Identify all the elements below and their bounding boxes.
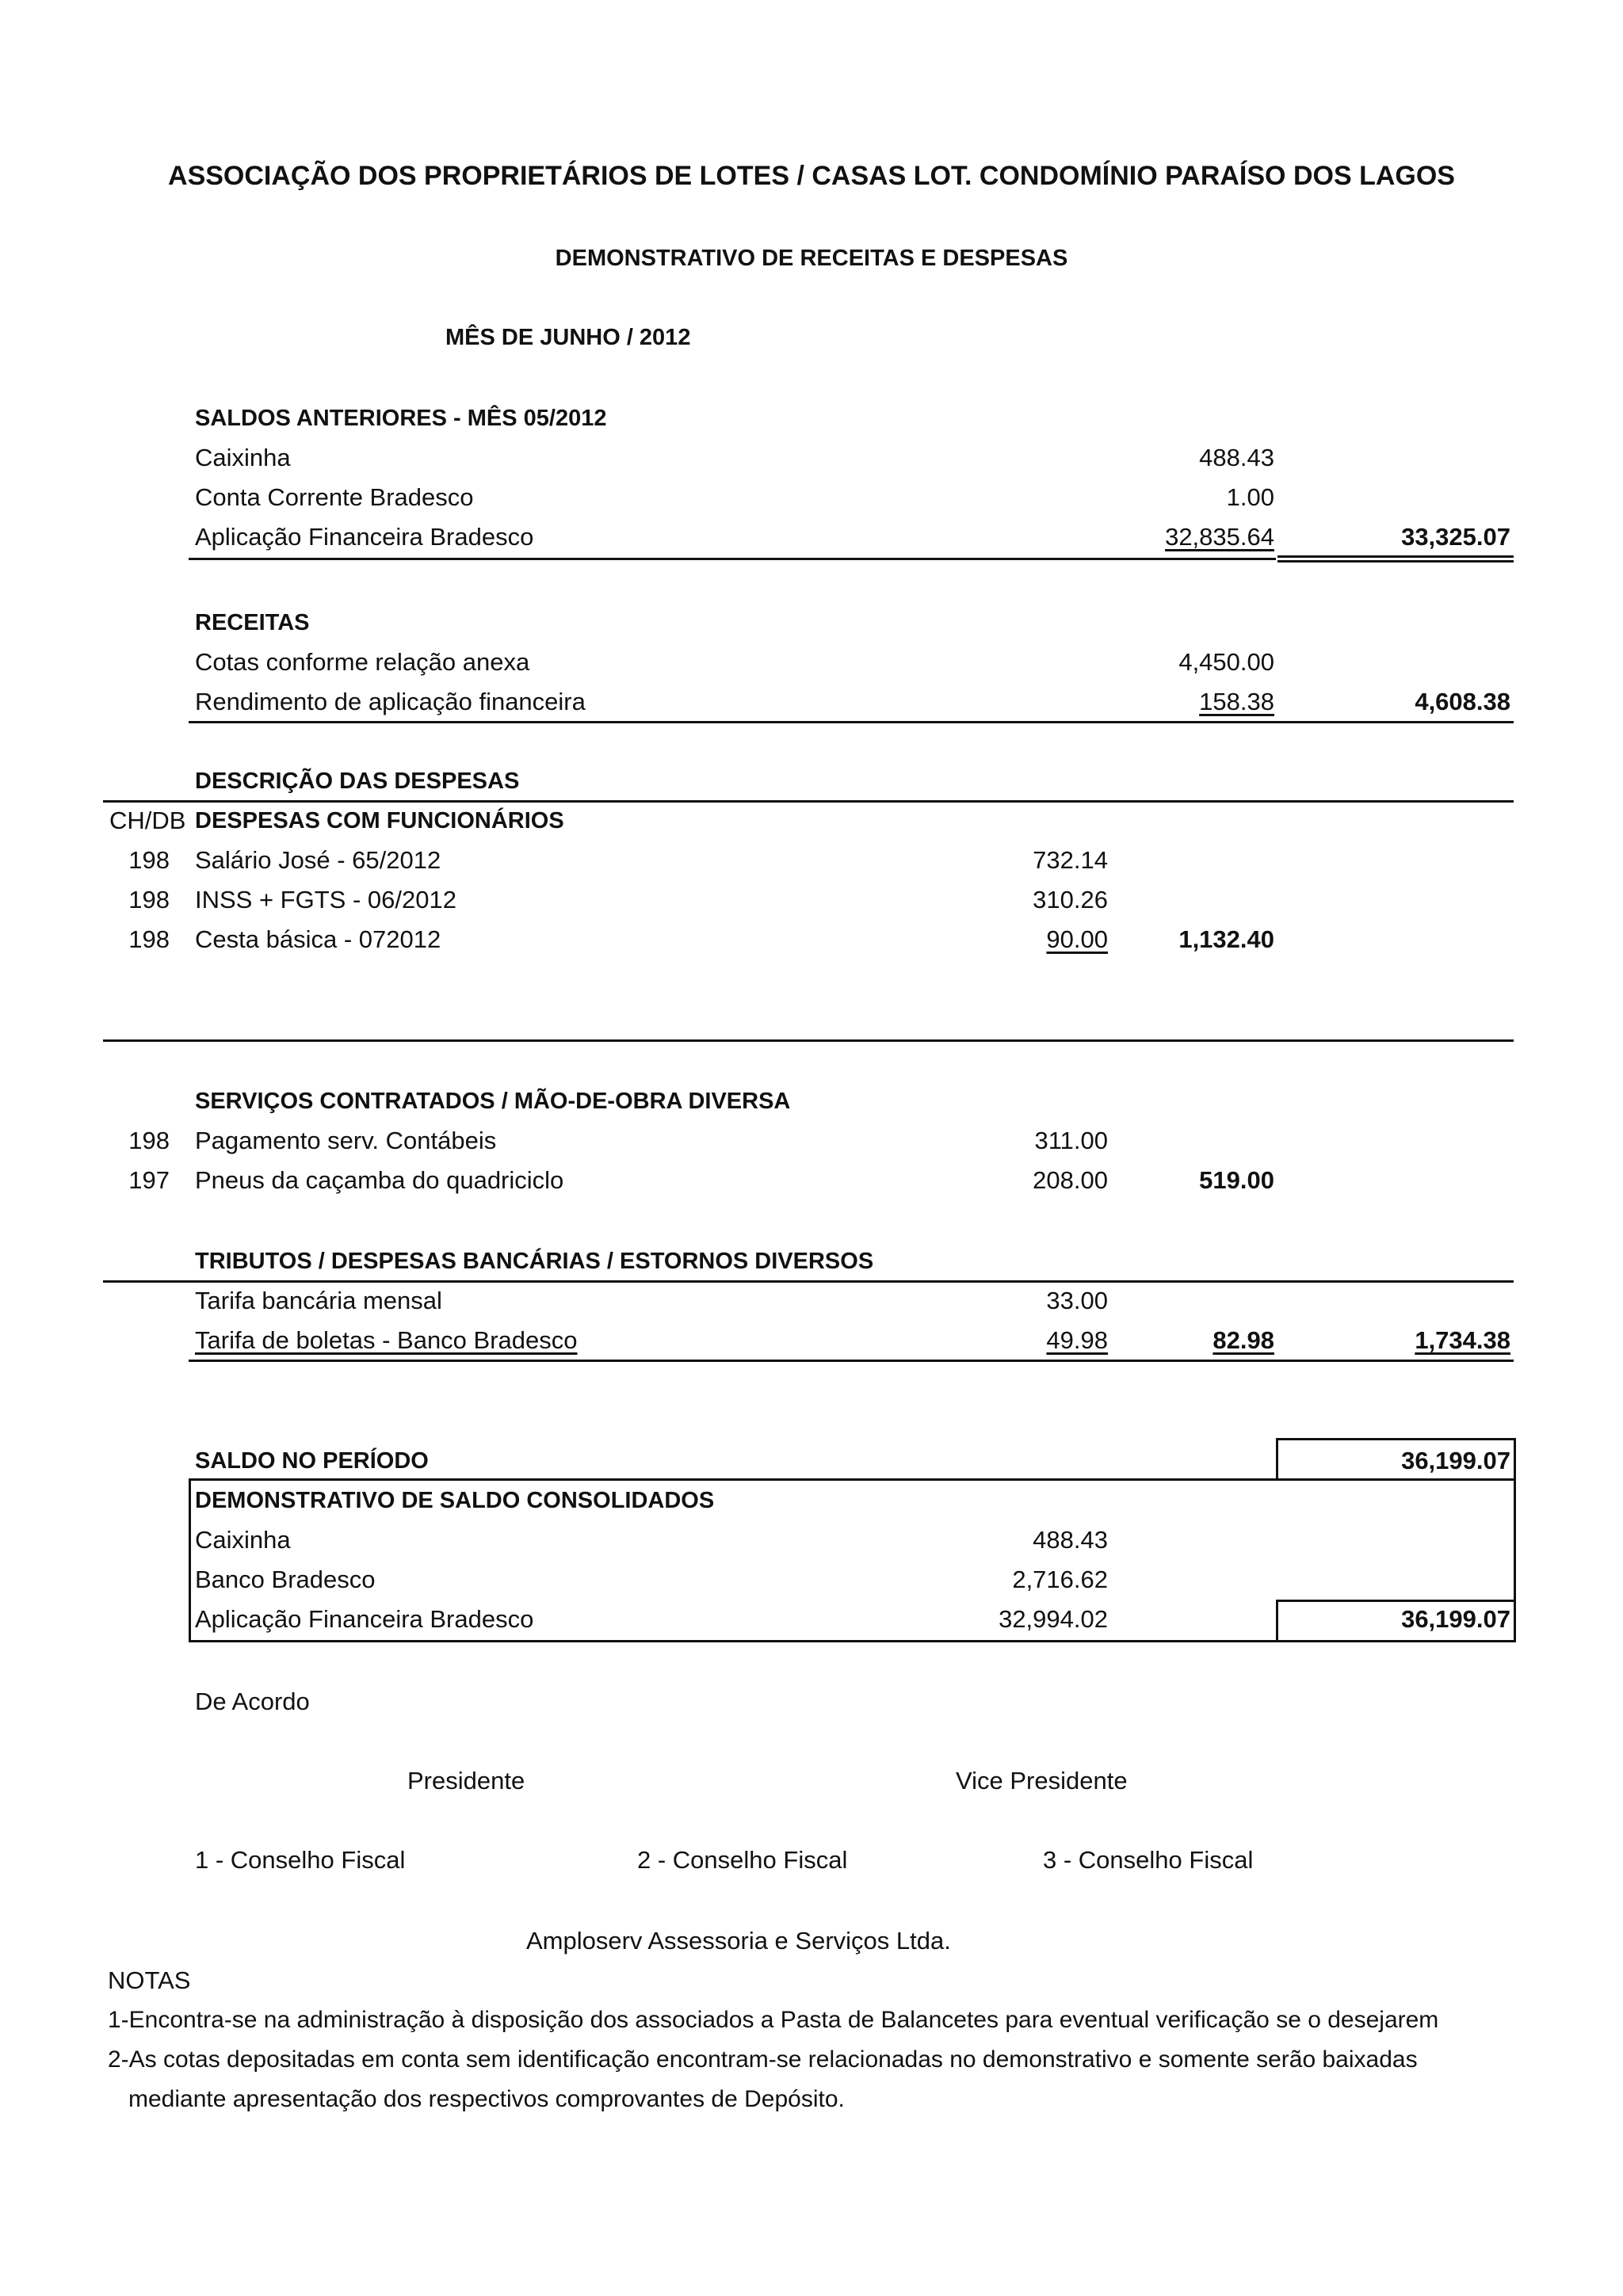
receita-rendimento-value: 158.38 xyxy=(1199,688,1274,715)
serv-value-2: 208.00 xyxy=(1033,1166,1108,1194)
consolidado-title: DEMONSTRATIVO DE SALDO CONSOLIDADOS xyxy=(195,1488,715,1513)
conselho-fiscal-3: 3 - Conselho Fiscal xyxy=(1043,1846,1254,1874)
conselho-fiscal-1: 1 - Conselho Fiscal xyxy=(195,1846,406,1874)
func-label-1: Salário José - 65/2012 xyxy=(195,846,441,874)
servicos-title: SERVIÇOS CONTRATADOS / MÃO-DE-OBRA DIVERSA xyxy=(195,1089,791,1114)
serv-label-1: Pagamento serv. Contábeis xyxy=(195,1127,497,1154)
func-label-3: Cesta básica - 072012 xyxy=(195,925,441,953)
association-title: ASSOCIAÇÃO DOS PROPRIETÁRIOS DE LOTES / CASAS LOT. CONDOMÍNIO PARAÍSO DOS LAGOS xyxy=(168,161,1455,191)
funcionarios-title: DESPESAS COM FUNCIONÁRIOS xyxy=(195,808,564,833)
func-label-2: INSS + FGTS - 06/2012 xyxy=(195,886,456,913)
saldo-caixinha-label: Caixinha xyxy=(195,444,291,471)
saldo-conta-corrente-value: 1.00 xyxy=(1226,483,1274,511)
despesas-total: 1,734.38 xyxy=(1415,1326,1510,1354)
report-subtitle: DEMONSTRATIVO DE RECEITAS E DESPESAS xyxy=(555,246,1068,271)
consolidado-total: 36,199.07 xyxy=(1401,1605,1510,1633)
saldo-caixinha-value: 488.43 xyxy=(1199,444,1274,471)
receitas-total: 4,608.38 xyxy=(1415,688,1510,715)
company-name: Amploserv Assessoria e Serviços Ltda. xyxy=(526,1927,951,1955)
consolidado-aplicacao-label: Aplicação Financeira Bradesco xyxy=(195,1605,534,1633)
funcionarios-subtotal: 1,132.40 xyxy=(1178,925,1274,953)
receita-rendimento-label: Rendimento de aplicação financeira xyxy=(195,688,586,715)
func-ch-1: 198 xyxy=(128,846,170,874)
double-underline xyxy=(1277,555,1514,563)
receitas-title: RECEITAS xyxy=(195,610,310,635)
func-ch-2: 198 xyxy=(128,886,170,913)
conselho-fiscal-2: 2 - Conselho Fiscal xyxy=(637,1846,848,1874)
note-2: 2-As cotas depositadas em conta sem identificação encontram-se relacionadas no demonstrativo e somente serão baixadas xyxy=(108,2046,1418,2073)
trib-label-2: Tarifa de boletas - Banco Bradesco xyxy=(195,1326,578,1354)
saldo-aplicacao-label: Aplicação Financeira Bradesco xyxy=(195,523,534,551)
saldos-anteriores-total: 33,325.07 xyxy=(1401,523,1510,551)
saldo-aplicacao-value: 32,835.64 xyxy=(1165,523,1274,551)
consolidado-caixinha-label: Caixinha xyxy=(195,1526,291,1554)
saldo-periodo-label: SALDO NO PERÍODO xyxy=(195,1448,429,1474)
saldo-periodo-value: 36,199.07 xyxy=(1401,1447,1510,1474)
divider xyxy=(189,1360,1514,1362)
trib-value-1: 33.00 xyxy=(1046,1287,1108,1314)
consolidado-banco-value: 2,716.62 xyxy=(1012,1566,1108,1593)
tributos-title: TRIBUTOS / DESPESAS BANCÁRIAS / ESTORNOS DIVERSOS xyxy=(195,1249,874,1274)
report-month: MÊS DE JUNHO / 2012 xyxy=(445,325,691,350)
divider xyxy=(189,558,1276,560)
consolidado-caixinha-value: 488.43 xyxy=(1033,1526,1108,1554)
despesas-title: DESCRIÇÃO DAS DESPESAS xyxy=(195,769,520,794)
de-acordo: De Acordo xyxy=(195,1688,310,1715)
ch-db-header: CH/DB xyxy=(109,807,186,834)
note-1: 1-Encontra-se na administração à disposição dos associados a Pasta de Balancetes para eventual verificação se o desejarem xyxy=(108,2007,1439,2033)
saldo-conta-corrente-label: Conta Corrente Bradesco xyxy=(195,483,474,511)
note-2-continued: mediante apresentação dos respectivos comprovantes de Depósito. xyxy=(128,2086,845,2112)
consolidado-banco-label: Banco Bradesco xyxy=(195,1566,376,1593)
servicos-subtotal: 519.00 xyxy=(1199,1166,1274,1194)
divider xyxy=(103,800,1514,803)
divider xyxy=(189,721,1514,723)
serv-label-2: Pneus da caçamba do quadriciclo xyxy=(195,1166,564,1194)
func-value-3: 90.00 xyxy=(1046,925,1108,953)
receita-cotas-value: 4,450.00 xyxy=(1178,648,1274,676)
receita-cotas-label: Cotas conforme relação anexa xyxy=(195,648,530,676)
serv-ch-1: 198 xyxy=(128,1127,170,1154)
func-value-2: 310.26 xyxy=(1033,886,1108,913)
vice-presidente-label: Vice Presidente xyxy=(956,1767,1128,1794)
tributos-subtotal: 82.98 xyxy=(1212,1326,1274,1354)
saldos-anteriores-title: SALDOS ANTERIORES - MÊS 05/2012 xyxy=(195,406,607,431)
divider xyxy=(103,1280,1514,1283)
trib-value-2: 49.98 xyxy=(1046,1326,1108,1354)
divider xyxy=(103,1039,1514,1042)
presidente-label: Presidente xyxy=(407,1767,525,1794)
serv-value-1: 311.00 xyxy=(1034,1127,1108,1154)
trib-label-1: Tarifa bancária mensal xyxy=(195,1287,442,1314)
serv-ch-2: 197 xyxy=(128,1166,170,1194)
consolidado-aplicacao-value: 32,994.02 xyxy=(999,1605,1108,1633)
notes-title: NOTAS xyxy=(108,1966,191,1994)
func-value-1: 732.14 xyxy=(1033,846,1108,874)
func-ch-3: 198 xyxy=(128,925,170,953)
